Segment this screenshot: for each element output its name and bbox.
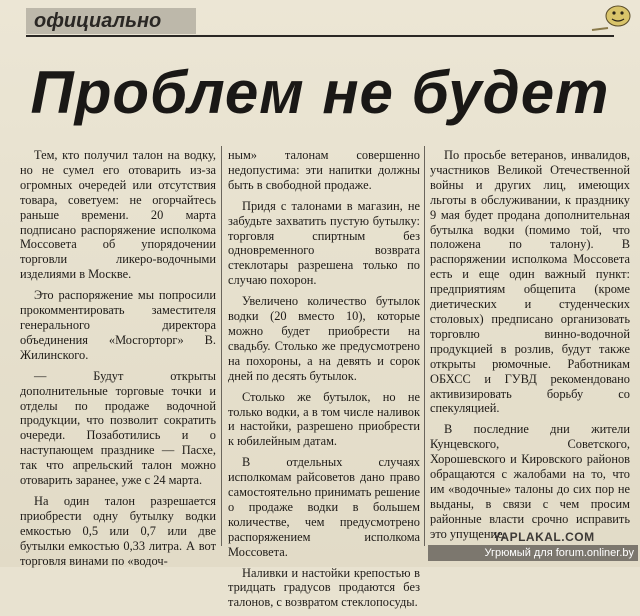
paragraph: ным» талонам совершенно недопустима: эти напитки должны быть в свободной продаже.	[228, 148, 420, 192]
paragraph: На один талон разрешается приобрести одну бутылку водки емкостью 0,5 или 0,7 или две бутылки емкостью 0,33 литра. А вот торговля винами по «водоч-	[20, 493, 216, 568]
paragraph: По просьбе ветеранов, инвалидов, участников Великой Отечественной войны и других лиц, имеющих льготы в обслуживании, к празднику 9 мая будет продана дополнительная бутылка водки (помимо той, что положена по талону). В распоряжении исполкома Моссовета есть и еще один важный пункт: предприятиям общепита (кроме диетических и студенческих столовых) предписано организовать торговлю винно-водочной продукцией в розлив, будут также открыты рюмочные. Работникам ОБХСС и ГУВД рекомендовано активизировать борьбу со спекуляцией.	[430, 148, 630, 416]
column-divider	[221, 146, 222, 546]
watermark-logo: YAPLAKAL.COM	[493, 530, 595, 544]
column-divider	[424, 146, 425, 546]
paragraph: В последние дни жители Кунцевского, Советского, Хорошевского и Кировского районов обращаются с жалобами на то, что им «водочные» талоны до сих пор не выданы, в связи с чем просим районные власти срочно исправить это упущение.	[430, 422, 630, 541]
paragraph: Тем, кто получил талон на водку, но не сумел его отоварить из-за огромных очередей или отсутствия товара, советуем: не огорчайтесь раньше времени. 20 марта подписано распоряжение исполкома Моссовета об упорядочении торговли ликеро-водочными изделиями в Москве.	[20, 148, 216, 282]
rubric-divider	[26, 35, 614, 37]
column-3	[430, 148, 630, 548]
paragraph: Придя с талонами в магазин, не забудьте захватить пустую бутылку: торговля спиртным без одновременного возврата стеклотары разрешена только по случаю похорон.	[228, 198, 420, 288]
paragraph: — Будут открыты дополнительные торговые точки и отделы по продаже водочной продукции, что позволит сократить очереди. Позаботились и о наступающем празднике — Пасхе, так что апрельский талон можно отоварить заранее, уже с 24 марта.	[20, 368, 216, 488]
paragraph: Наливки и настойки крепостью в тридцать градусов продаются без талонов, с возвратом стеклопосуды.	[228, 565, 420, 610]
paragraph: Столько же бутылок, но не только водки, а в том числе наливок и настойки, разрешено приобрести к юбилейным датам.	[228, 389, 420, 449]
column-1	[20, 148, 216, 574]
watermark-caption: Угрюмый для forum.onliner.by	[428, 545, 638, 561]
paragraph: Это распоряжение мы попросили прокомментировать заместителя генерального директора объединения «Мосгорторг» В. Жилинского.	[20, 288, 216, 362]
column-2	[228, 148, 420, 616]
headline: Проблем не будет	[30, 59, 610, 126]
yaplakal-smiley-icon	[588, 2, 636, 34]
paragraph: Увеличено количество бутылок водки (20 вместо 10), которые можно будет приобрести на свадьбу. Столько же предусмотрено на похороны, а на девять и сорок дней по десять бутылок.	[228, 294, 420, 383]
rubric-label: официально	[26, 8, 196, 34]
paragraph: В отдельных случаях исполкомам райсоветов дано право самостоятельно принимать решение о продаже водки в большем количестве, чем предусмотрено распоряжением исполкома Моссовета.	[228, 455, 420, 559]
